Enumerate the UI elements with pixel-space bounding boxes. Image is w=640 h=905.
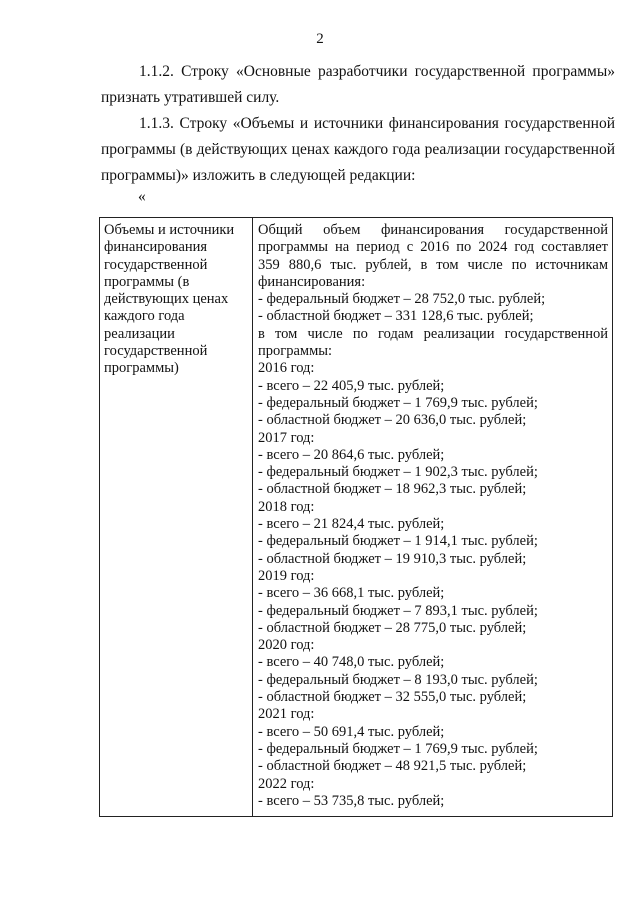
page-number: 2 [316,31,324,47]
financing-table [99,217,613,817]
content-line: 2020 год: [258,637,315,654]
content-line: - областной бюджет – 19 910,3 тыс. рублей; [258,550,527,567]
content-line: Общий объем финансирования государственной [258,222,608,238]
content-line: - федеральный бюджет – 1 902,3 тыс. рублей; [258,464,538,481]
content-line: 2022 год: [258,775,315,792]
content-line: - областной бюджет – 331 128,6 тыс. рублей; [258,308,534,325]
content-line: программы: [258,343,333,360]
content-line: - всего – 53 735,8 тыс. рублей; [258,792,445,809]
paragraph-text: 1.1.2. Строку «Основные разработчики государственной программы» признать утратившей силу. [101,63,615,106]
content-line: - федеральный бюджет – 8 193,0 тыс. рублей; [258,671,538,688]
opening-quote-mark: « [138,188,146,205]
content-line: - областной бюджет – 20 636,0 тыс. рублей; [258,412,527,429]
label-line: программы) [104,360,179,377]
label-line: реализации [104,325,175,342]
content-line: - областной бюджет – 18 962,3 тыс. рублей; [258,481,527,498]
label-line: финансирования [104,239,208,256]
content-line: 359 880,6 тыс. рублей, в том числе по источникам [258,256,608,273]
label-line: Объемы и источники [104,222,235,238]
table-label-cell [100,218,253,816]
label-line: государственной [104,256,208,273]
content-line: - федеральный бюджет – 28 752,0 тыс. рублей; [258,291,546,308]
paragraph-1-1-3 [101,111,615,189]
content-line: - федеральный бюджет – 7 893,1 тыс. рублей; [258,602,538,619]
content-line: - всего – 50 691,4 тыс. рублей; [258,723,445,740]
content-line: 2016 год: [258,360,315,377]
content-line: - федеральный бюджет – 1 769,9 тыс. рублей; [258,740,538,757]
content-line: - федеральный бюджет – 1 769,9 тыс. рублей; [258,394,538,411]
content-line: - всего – 20 864,6 тыс. рублей; [258,446,445,463]
label-line: действующих ценах [104,291,229,308]
content-line: - всего – 21 824,4 тыс. рублей; [258,516,445,533]
content-line: - областной бюджет – 32 555,0 тыс. рублей; [258,689,527,706]
content-line: в том числе по годам реализации государственной [258,325,608,342]
content-line: программы на период с 2016 по 2024 год составляет [258,239,608,256]
content-line: - областной бюджет – 28 775,0 тыс. рублей; [258,619,527,636]
content-line: 2018 год: [258,498,315,515]
label-line: государственной [104,343,208,360]
content-line: - федеральный бюджет – 1 914,1 тыс. рублей; [258,533,538,550]
content-line: 2021 год: [258,706,315,723]
paragraph-1-1-2 [101,59,615,111]
table-content-cell [253,218,612,816]
content-line: финансирования: [258,273,366,290]
label-line: программы (в [104,273,190,290]
paragraph-text: 1.1.3. Строку «Объемы и источники финансирования государственной программы (в действующих ценах каждого года реализации государственной программы)» изложить в следующей редакции: [101,115,615,184]
content-line: - всего – 40 748,0 тыс. рублей; [258,654,445,671]
content-line: 2017 год: [258,429,315,446]
content-line: - всего – 36 668,1 тыс. рублей; [258,585,445,602]
label-line: каждого года [104,308,185,325]
content-line: - областной бюджет – 48 921,5 тыс. рублей; [258,758,527,775]
content-line: - всего – 22 405,9 тыс. рублей; [258,377,445,394]
content-line: 2019 год: [258,567,315,584]
